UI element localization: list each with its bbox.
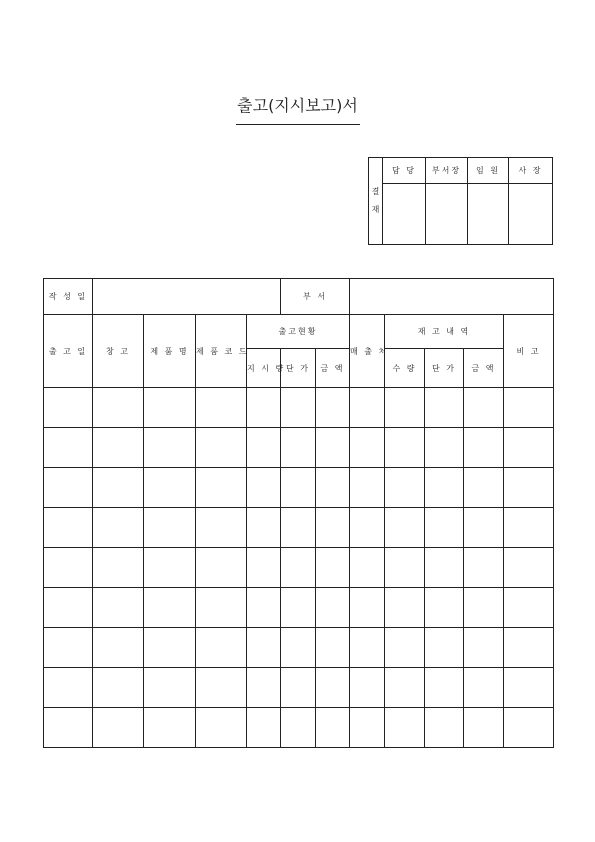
table-cell[interactable] bbox=[464, 668, 504, 708]
table-cell[interactable] bbox=[144, 548, 196, 588]
table-cell[interactable] bbox=[425, 428, 464, 468]
table-cell[interactable] bbox=[281, 548, 316, 588]
header-product-code: 제 품 코 드 bbox=[196, 315, 247, 388]
table-cell[interactable] bbox=[504, 428, 554, 468]
table-row bbox=[44, 628, 554, 668]
approval-side-label bbox=[369, 158, 383, 245]
table-cell[interactable] bbox=[281, 468, 316, 508]
table-cell[interactable] bbox=[504, 548, 554, 588]
table-cell[interactable] bbox=[144, 508, 196, 548]
table-cell[interactable] bbox=[385, 508, 425, 548]
table-cell[interactable] bbox=[281, 668, 316, 708]
table-cell[interactable] bbox=[425, 508, 464, 548]
table-cell[interactable] bbox=[464, 708, 504, 748]
table-cell[interactable] bbox=[93, 668, 144, 708]
table-cell[interactable] bbox=[281, 628, 316, 668]
table-cell[interactable] bbox=[196, 508, 247, 548]
table-cell[interactable] bbox=[385, 588, 425, 628]
table-cell[interactable] bbox=[247, 548, 281, 588]
table-cell[interactable] bbox=[385, 668, 425, 708]
header-inventory-qty: 수 량 bbox=[385, 349, 425, 388]
table-row bbox=[44, 468, 554, 508]
table-cell[interactable] bbox=[144, 588, 196, 628]
table-cell[interactable] bbox=[385, 388, 425, 428]
table-cell[interactable] bbox=[44, 628, 93, 668]
table-row bbox=[44, 668, 554, 708]
table-cell[interactable] bbox=[316, 668, 350, 708]
table-cell[interactable] bbox=[350, 708, 385, 748]
table-cell[interactable] bbox=[504, 668, 554, 708]
table-cell[interactable] bbox=[93, 508, 144, 548]
table-cell[interactable] bbox=[247, 708, 281, 748]
table-cell[interactable] bbox=[196, 428, 247, 468]
header-ship-date: 출 고 일 bbox=[44, 315, 93, 388]
table-cell[interactable] bbox=[196, 388, 247, 428]
header-product-name: 제 품 명 bbox=[144, 315, 196, 388]
table-cell[interactable] bbox=[44, 428, 93, 468]
approval-sign-executive[interactable] bbox=[468, 184, 509, 245]
header-unit-price: 단 가 bbox=[281, 349, 316, 388]
header-warehouse: 창 고 bbox=[93, 315, 144, 388]
table-row bbox=[44, 388, 554, 428]
table-row bbox=[44, 548, 554, 588]
table-cell[interactable] bbox=[425, 468, 464, 508]
table-row bbox=[44, 588, 554, 628]
header-inventory: 재 고 내 역 bbox=[385, 315, 504, 349]
table-cell[interactable] bbox=[44, 508, 93, 548]
table-cell[interactable] bbox=[247, 428, 281, 468]
header-inventory-unit-price: 단 가 bbox=[425, 349, 464, 388]
table-row bbox=[44, 708, 554, 748]
table-cell[interactable] bbox=[93, 588, 144, 628]
table-cell[interactable] bbox=[385, 628, 425, 668]
table-cell[interactable] bbox=[385, 548, 425, 588]
table-cell[interactable] bbox=[350, 388, 385, 428]
table-cell[interactable] bbox=[385, 428, 425, 468]
table-cell[interactable] bbox=[464, 428, 504, 468]
date-label: 작 성 일 bbox=[44, 279, 93, 315]
table-cell[interactable] bbox=[385, 708, 425, 748]
table-cell[interactable] bbox=[247, 668, 281, 708]
table-cell[interactable] bbox=[350, 668, 385, 708]
table-cell[interactable] bbox=[464, 588, 504, 628]
date-field[interactable] bbox=[93, 279, 281, 315]
table-cell[interactable] bbox=[247, 588, 281, 628]
table-row bbox=[44, 508, 554, 548]
table-cell[interactable] bbox=[504, 468, 554, 508]
table-cell[interactable] bbox=[464, 388, 504, 428]
header-instructed-qty: 지 시 량 bbox=[247, 349, 281, 388]
header-customer: 매 출 처 bbox=[350, 315, 385, 388]
table-cell[interactable] bbox=[504, 708, 554, 748]
table-cell[interactable] bbox=[425, 668, 464, 708]
table-cell[interactable] bbox=[93, 548, 144, 588]
table-cell[interactable] bbox=[350, 628, 385, 668]
table-cell[interactable] bbox=[44, 388, 93, 428]
table-cell[interactable] bbox=[247, 508, 281, 548]
table-cell[interactable] bbox=[504, 388, 554, 428]
table-cell[interactable] bbox=[44, 668, 93, 708]
table-cell[interactable] bbox=[281, 588, 316, 628]
table-cell[interactable] bbox=[425, 628, 464, 668]
approval-header-manager: 담 당 bbox=[383, 158, 426, 184]
table-cell[interactable] bbox=[196, 668, 247, 708]
table-cell[interactable] bbox=[504, 628, 554, 668]
table-cell[interactable] bbox=[144, 628, 196, 668]
document-title: 출고(지시보고)서 bbox=[237, 96, 358, 115]
header-amount: 금 액 bbox=[316, 349, 350, 388]
table-cell[interactable] bbox=[247, 628, 281, 668]
table-cell[interactable] bbox=[350, 588, 385, 628]
table-cell[interactable] bbox=[144, 668, 196, 708]
table-cell[interactable] bbox=[316, 548, 350, 588]
table-cell[interactable] bbox=[316, 508, 350, 548]
table-cell[interactable] bbox=[144, 428, 196, 468]
table-cell[interactable] bbox=[93, 628, 144, 668]
approval-side-label-2: 재 bbox=[371, 205, 380, 214]
table-cell[interactable] bbox=[281, 508, 316, 548]
table-cell[interactable] bbox=[44, 548, 93, 588]
table-cell[interactable] bbox=[144, 468, 196, 508]
approval-box bbox=[368, 157, 553, 245]
table-cell[interactable] bbox=[316, 428, 350, 468]
table-cell[interactable] bbox=[385, 468, 425, 508]
table-cell[interactable] bbox=[316, 468, 350, 508]
header-remarks: 비 고 bbox=[504, 315, 554, 388]
table-cell[interactable] bbox=[247, 468, 281, 508]
table-cell[interactable] bbox=[425, 548, 464, 588]
table-cell[interactable] bbox=[44, 468, 93, 508]
table-cell[interactable] bbox=[464, 468, 504, 508]
table-cell[interactable] bbox=[196, 708, 247, 748]
table-cell[interactable] bbox=[316, 628, 350, 668]
table-cell[interactable] bbox=[93, 708, 144, 748]
table-cell[interactable] bbox=[281, 388, 316, 428]
table-cell[interactable] bbox=[44, 588, 93, 628]
table-cell[interactable] bbox=[196, 468, 247, 508]
table-cell[interactable] bbox=[196, 628, 247, 668]
approval-side-label-1: 결 bbox=[371, 187, 380, 196]
table-cell[interactable] bbox=[350, 428, 385, 468]
table-cell[interactable] bbox=[144, 708, 196, 748]
table-cell[interactable] bbox=[350, 508, 385, 548]
table-cell[interactable] bbox=[350, 468, 385, 508]
table-cell[interactable] bbox=[464, 548, 504, 588]
table-cell[interactable] bbox=[281, 428, 316, 468]
table-cell[interactable] bbox=[247, 388, 281, 428]
table-cell[interactable] bbox=[44, 708, 93, 748]
table-cell[interactable] bbox=[350, 548, 385, 588]
table-cell[interactable] bbox=[316, 388, 350, 428]
approval-header-president: 사 장 bbox=[509, 158, 553, 184]
shipment-table bbox=[43, 278, 554, 748]
approval-header-executive: 임 원 bbox=[468, 158, 509, 184]
table-row bbox=[44, 428, 554, 468]
table-cell[interactable] bbox=[144, 388, 196, 428]
table-cell[interactable] bbox=[425, 708, 464, 748]
approval-sign-manager[interactable] bbox=[383, 184, 426, 245]
table-cell[interactable] bbox=[281, 708, 316, 748]
table-cell[interactable] bbox=[196, 548, 247, 588]
table-cell[interactable] bbox=[425, 388, 464, 428]
table-cell[interactable] bbox=[504, 588, 554, 628]
dept-field[interactable] bbox=[350, 279, 554, 315]
table-cell[interactable] bbox=[93, 468, 144, 508]
table-cell[interactable] bbox=[93, 428, 144, 468]
header-ship-status: 출고현황 bbox=[247, 315, 350, 349]
title-underline bbox=[236, 124, 360, 125]
table-cell[interactable] bbox=[93, 388, 144, 428]
table-cell[interactable] bbox=[196, 588, 247, 628]
approval-header-dept-head: 부서장 bbox=[426, 158, 468, 184]
table-cell[interactable] bbox=[425, 588, 464, 628]
header-inventory-amount: 금 액 bbox=[464, 349, 504, 388]
table-cell[interactable] bbox=[316, 708, 350, 748]
table-cell[interactable] bbox=[464, 508, 504, 548]
approval-sign-president[interactable] bbox=[509, 184, 553, 245]
table-cell[interactable] bbox=[464, 628, 504, 668]
dept-label: 부 서 bbox=[281, 279, 350, 315]
table-cell[interactable] bbox=[504, 508, 554, 548]
table-cell[interactable] bbox=[316, 588, 350, 628]
approval-sign-dept-head[interactable] bbox=[426, 184, 468, 245]
